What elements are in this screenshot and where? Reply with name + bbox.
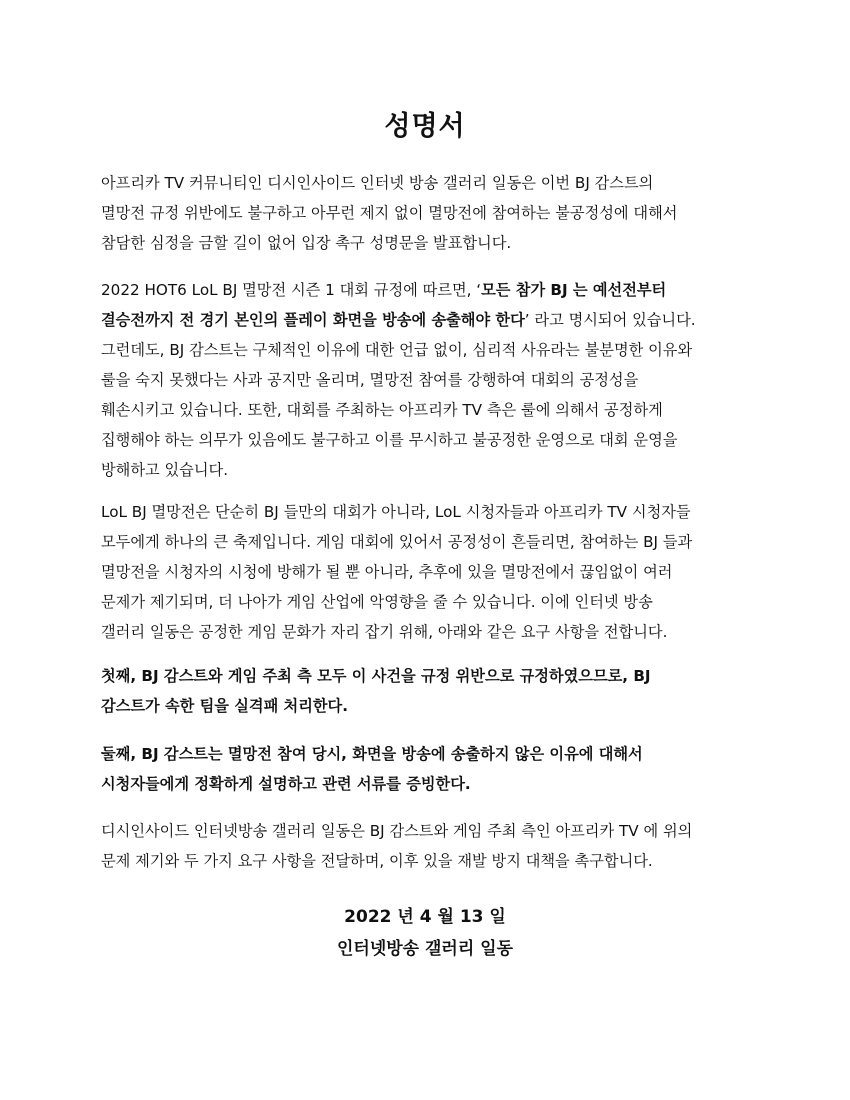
text-line: 감스트가 속한 팀을 실격패 처리한다.: [101, 697, 348, 715]
text-line: [101, 305, 781, 335]
festival-paragraph: [101, 497, 781, 647]
rule-quote-end: ’ 라고 명시되어 있습니다.: [524, 311, 696, 329]
intro-paragraph: [101, 168, 781, 258]
text-line: 훼손시키고 있습니다. 또한, 대회를 주최하는 아프리카 TV 측은 룰에 의해서 공정하게: [101, 401, 663, 419]
text-line: 룰을 숙지 못했다는 사과 공지만 올리며, 멸망전 참여를 강행하여 대회의 공정성을: [101, 371, 639, 389]
document-title: 성명서: [384, 111, 466, 142]
text-line: 멸망전을 시청자의 시청에 방해가 될 뿐 아니라, 추후에 있을 멸망전에서 끊임없이 여러: [101, 563, 673, 581]
text-line: 방해하고 있습니다.: [101, 461, 229, 479]
text-line: 문제 제기와 두 가지 요구 사항을 전달하며, 이후 있을 재발 방지 대책을 촉구합니다.: [101, 852, 653, 870]
text-line: 집행해야 하는 의무가 있음에도 불구하고 이를 무시하고 불공정한 운영으로 대회 운영을: [101, 431, 678, 449]
text-line: LoL BJ 멸망전은 단순히 BJ 들만의 대회가 아니라, LoL 시청자들과 아프리카 TV 시청자들: [101, 503, 691, 521]
text-line: 문제가 제기되며, 더 나아가 게임 산업에 악영향을 줄 수 있습니다. 이에 인터넷 방송: [101, 593, 653, 611]
demand-first: [101, 661, 781, 721]
statement-date: 2022 년 4 월 13 일: [344, 907, 506, 927]
text-line: [101, 275, 781, 305]
text-line: 시청자들에게 정확하게 설명하고 관련 서류를 증빙한다.: [101, 775, 471, 793]
text-line: 아프리카 TV 커뮤니티인 디시인사이드 인터넷 방송 갤러리 일동은 이번 BJ 감스트의: [101, 174, 654, 192]
demand-second: [101, 739, 781, 799]
text-line: 갤러리 일동은 공정한 게임 문화가 자리 잡기 위해, 아래와 같은 요구 사항을 전합니다.: [101, 623, 668, 641]
rule-quote-part2: 결승전까지 전 경기 본인의 플레이 화면을 방송에 송출해야 한다: [101, 311, 525, 329]
text-line: 디시인사이드 인터넷방송 갤러리 일동은 BJ 감스트와 게임 주최 측인 아프리카 TV 에 위의: [101, 822, 693, 840]
text-line: 모두에게 하나의 큰 축제입니다. 게임 대회에 있어서 공정성이 흔들리면, 참여하는 BJ 들과: [101, 533, 693, 551]
statement-signature: 인터넷방송 갤러리 일동: [336, 939, 514, 959]
closing-paragraph: [101, 816, 781, 876]
text-line: 멸망전 규정 위반에도 불구하고 아무런 제지 없이 멸망전에 참여하는 불공정성에 대해서: [101, 204, 678, 222]
text-line: 첫째, BJ 감스트와 게임 주최 측 모두 이 사건을 규정 위반으로 규정하였으므로, BJ: [101, 667, 651, 685]
text-line: 그런데도, BJ 감스트는 구체적인 이유에 대한 언급 없이, 심리적 사유라는 불분명한 이유와: [101, 341, 693, 359]
text-line: 둘째, BJ 감스트는 멸망전 참여 당시, 화면을 방송에 송출하지 않은 이유에 대해서: [101, 745, 643, 763]
rule-paragraph: [101, 275, 781, 485]
text-line: 참담한 심정을 금할 길이 없어 입장 촉구 성명문을 발표합니다.: [101, 234, 512, 252]
rule-quote-part1: 모든 참가 BJ 는 예선전부터: [481, 281, 667, 299]
rule-intro-text: 2022 HOT6 LoL BJ 멸망전 시즌 1 대회 규정에 따르면, ‘: [101, 281, 482, 299]
